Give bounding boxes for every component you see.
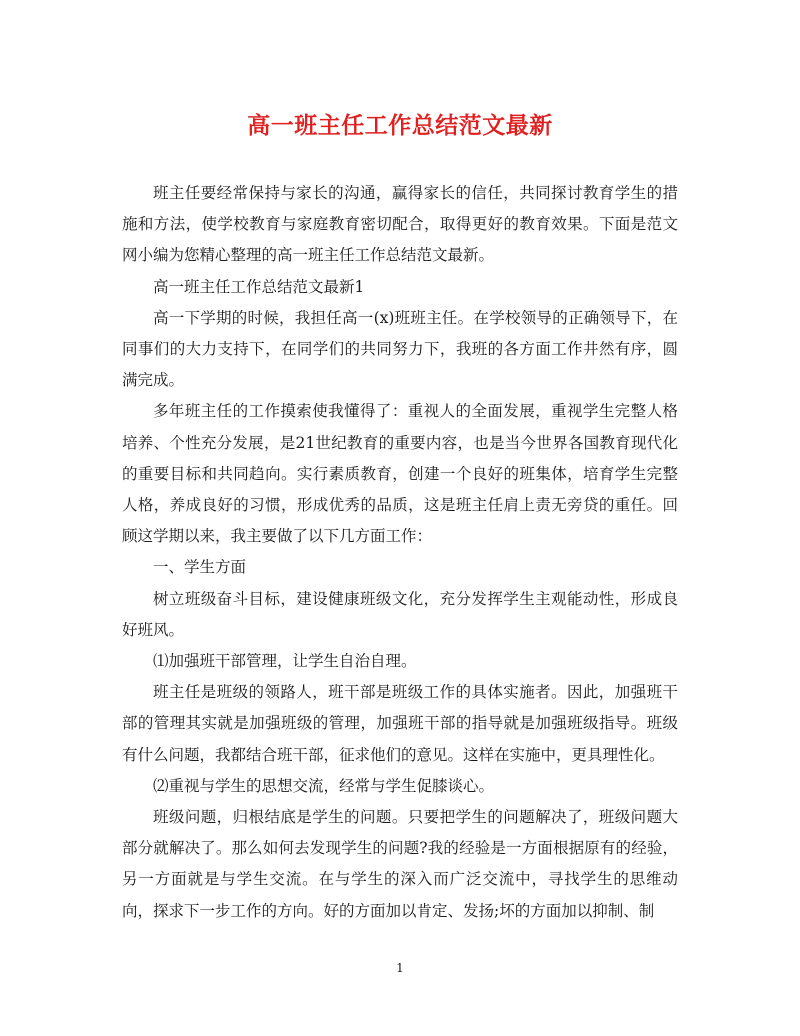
paragraph-subheading: 一、学生方面 bbox=[153, 558, 247, 577]
paragraph: 班级问题，归根结底是学生的问题。只要把学生的问题解决了，班级问题大部分就解决了。那么如何去发现学生的问题?我的经验是一方面根据原有的经验，另一方面就是与学生交流。在与学生的深入而广泛交流中，寻找学生的思维动向，探求下一步工作的方向。好的方面加以肯定、发扬;坏的方面加以抑制、制 bbox=[122, 808, 678, 920]
paragraph: 多年班主任的工作摸索使我懂得了：重视人的全面发展，重视学生完整人格培养、个性充分发展，是21世纪教育的重要内容，也是当今世界各国教育现代化的重要目标和共同趋向。实行素质教育，创建一个良好的班集体，培育学生完整人格，养成良好的习惯，形成优秀的品质，这是班主任肩上责无旁贷的重任。回顾这学期以来，我主要做了以下几方面工作： bbox=[122, 402, 678, 546]
paragraph-section-heading: 高一班主任工作总结范文最新1 bbox=[153, 277, 365, 296]
paragraph: 高一下学期的时候，我担任高一(x)班班主任。在学校领导的正确领导下，在同事们的大力支持下，在同学们的共同努力下，我班的各方面工作井然有序，圆满完成。 bbox=[122, 308, 678, 390]
document-body bbox=[122, 178, 678, 927]
paragraph-item-heading: ⑴加强班干部管理，让学生自治自理。 bbox=[153, 652, 417, 671]
paragraph: 树立班级奋斗目标，建设健康班级文化，充分发挥学生主观能动性，形成良好班风。 bbox=[122, 589, 678, 639]
document-title: 高一班主任工作总结范文最新 bbox=[247, 112, 553, 139]
paragraph-item-heading: ⑵重视与学生的思想交流，经常与学生促膝谈心。 bbox=[153, 776, 495, 795]
paragraph-intro: 班主任要经常保持与家长的沟通，赢得家长的信任，共同探讨教育学生的措施和方法，使学校教育与家庭教育密切配合，取得更好的教育效果。下面是范文网小编为您精心整理的高一班主任工作总结范文最新。 bbox=[122, 184, 678, 265]
paragraph: 班主任是班级的领路人，班干部是班级工作的具体实施者。因此，加强班干部的管理其实就是加强班级的管理，加强班干部的指导就是加强班级指导。班级有什么问题，我都结合班干部，征求他们的意见。这样在实施中，更具理性化。 bbox=[122, 683, 678, 764]
page-number: 1 bbox=[396, 961, 404, 975]
